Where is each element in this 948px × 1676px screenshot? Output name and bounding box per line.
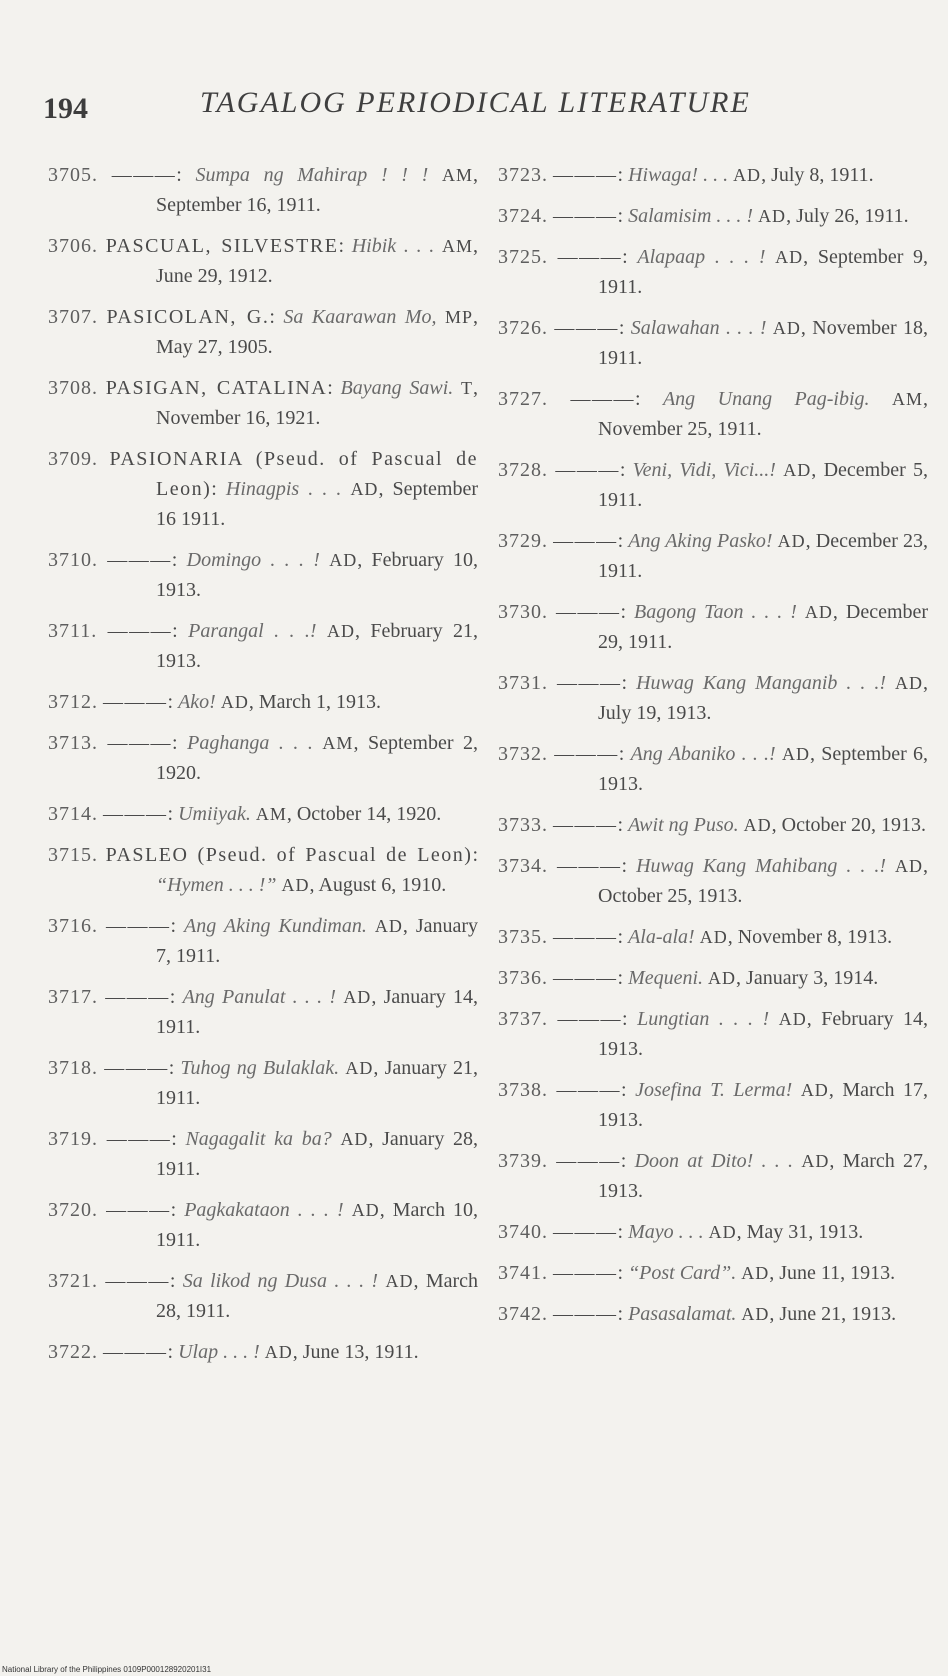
entry-number: 3724.: [498, 205, 548, 227]
entry-author: ———: [111, 164, 177, 186]
entry-author: ———: [105, 915, 171, 937]
entry-date: September 16 1911.: [156, 478, 479, 530]
entry-number: 3709.: [48, 448, 98, 470]
entry-periodical: AD: [385, 1271, 414, 1291]
entry-title: Huwag Kang Manganib . . .!: [636, 672, 887, 694]
left-column: [48, 160, 478, 1378]
entry-periodical: AD: [264, 1342, 293, 1362]
entry-number: 3728.: [498, 459, 548, 481]
entry-date: January 28, 1911.: [156, 1128, 479, 1180]
entry-date: March 28, 1911.: [156, 1270, 479, 1322]
bibliography-entry: 3724. ———: Salamisim . . . ! AD, July 26, 1911.: [498, 205, 909, 227]
entry-number: 3707.: [48, 306, 98, 328]
bibliography-entry: 3711. ———: Parangal . . .! AD, February 21, 1913.: [48, 620, 478, 672]
entry-number: 3720.: [48, 1199, 98, 1221]
entry-title: Nagagalit ka ba?: [185, 1128, 332, 1150]
bibliography-entry: 3713. ———: Paghanga . . . AM, September 2, 1920.: [48, 732, 479, 784]
bibliography-entry: 3716. ———: Ang Aking Kundiman. AD, January 7, 1911.: [48, 915, 479, 967]
entry-title: Salamisim . . . !: [628, 205, 754, 227]
entry-author: ———: [105, 1270, 170, 1292]
entry-date: December 23, 1911.: [598, 530, 929, 582]
entry-periodical: AD: [895, 673, 924, 693]
entry-periodical: AD: [895, 856, 924, 876]
entry-author: PASCUAL, SILVESTRE: [105, 235, 339, 257]
entry-date: September 16, 1911.: [156, 194, 321, 216]
entry-periodical: AD: [783, 460, 812, 480]
entry-date: July 19, 1913.: [598, 702, 712, 724]
entry-number: 3719.: [48, 1128, 98, 1150]
entry-author: ———: [103, 803, 168, 825]
entry-number: 3729.: [498, 530, 548, 552]
entry-date: March 10, 1911.: [156, 1199, 479, 1251]
bibliography-entry: 3730. ———: Bagong Taon . . . ! AD, December 29, 1911.: [498, 601, 929, 653]
entry-periodical: AD: [350, 479, 379, 499]
entry-number: 3733.: [498, 814, 548, 836]
entry-date: July 8, 1911.: [771, 164, 874, 186]
entry-author: ———: [106, 1128, 172, 1150]
bibliography-entry: 3717. ———: Ang Panulat . . . ! AD, January 14, 1911.: [48, 986, 479, 1038]
entry-title: Ala-ala!: [628, 926, 695, 948]
entry-date: October 20, 1913.: [781, 814, 927, 836]
entry-title: Alapaap . . . !: [637, 246, 766, 268]
entry-author: ———: [103, 1341, 168, 1363]
entry-number: 3713.: [48, 732, 98, 754]
entry-number: 3717.: [48, 986, 98, 1008]
entry-title: Umiiyak.: [178, 803, 251, 825]
entry-author: ———: [553, 1262, 618, 1284]
entry-date: November 18, 1911.: [598, 317, 928, 369]
entry-periodical: AM: [441, 165, 473, 185]
entry-number: 3731.: [498, 672, 548, 694]
entry-periodical: AD: [343, 987, 372, 1007]
entry-date: May 31, 1913.: [746, 1221, 864, 1243]
entry-title: Tuhog ng Bulaklak.: [180, 1057, 340, 1079]
entry-author: ———: [107, 732, 173, 754]
entry-author: ———: [553, 814, 618, 836]
entry-date: September 9, 1911.: [598, 246, 929, 298]
entry-title: Domingo . . . !: [186, 549, 320, 571]
entry-periodical: AD: [699, 927, 728, 947]
entry-number: 3711.: [48, 620, 98, 642]
entry-number: 3726.: [498, 317, 548, 339]
entry-number: 3708.: [48, 377, 98, 399]
bibliography-entry: 3740. ———: Mayo . . . AD, May 31, 1913.: [498, 1221, 864, 1243]
entry-author: ———: [553, 1303, 618, 1325]
bibliography-entry: 3709. PASIONARIA (Pseud. of Pascual de Leon): Hinagpis . . . AD, September 16 1911.: [48, 448, 479, 530]
entry-date: June 11, 1913.: [779, 1262, 896, 1284]
entry-periodical: AD: [778, 1009, 807, 1029]
entry-title: Bayang Sawi.: [340, 377, 454, 399]
entry-periodical: AD: [351, 1200, 380, 1220]
entry-title: Ang Aking Kundiman.: [184, 915, 367, 937]
bibliography-entry: 3726. ———: Salawahan . . . ! AD, November 18, 1911.: [498, 317, 928, 369]
entry-date: March 27, 1913.: [598, 1150, 929, 1202]
entry-number: 3734.: [498, 855, 548, 877]
entry-periodical: T: [461, 378, 474, 398]
entry-title: Veni, Vidi, Vici...!: [632, 459, 776, 481]
entry-date: January 3, 1914.: [746, 967, 879, 989]
entry-number: 3736.: [498, 967, 548, 989]
bibliography-entry: 3736. ———: Mequeni. AD, January 3, 1914.: [498, 967, 879, 989]
bibliography-entry: 3718. ———: Tuhog ng Bulaklak. AD, January 21, 1911.: [48, 1057, 479, 1109]
entry-title: Ang Abaniko . . .!: [630, 743, 776, 765]
bibliography-entry: 3722. ———: Ulap . . . ! AD, June 13, 1911.: [48, 1341, 419, 1363]
entry-number: 3705.: [48, 164, 98, 186]
entry-periodical: AD: [800, 1080, 829, 1100]
entry-periodical: AD: [777, 531, 806, 551]
page-number: 194: [43, 92, 88, 125]
entry-title: Ang Unang Pag-ibig.: [662, 388, 870, 410]
entry-author: ———: [107, 620, 173, 642]
entry-periodical: AD: [741, 1304, 770, 1324]
entry-number: 3710.: [48, 549, 98, 571]
entry-date: November 16, 1921.: [156, 407, 321, 429]
entry-periodical: AD: [741, 1263, 770, 1283]
entry-date: October 25, 1913.: [598, 885, 743, 907]
entry-date: November 25, 1911.: [598, 418, 762, 440]
entry-periodical: AD: [281, 875, 310, 895]
bibliography-entry: 3741. ———: “Post Card”. AD, June 11, 1913.: [498, 1262, 896, 1284]
bibliography-entry: 3733. ———: Awit ng Puso. AD, October 20, 1913.: [498, 814, 927, 836]
entry-author: ———: [555, 601, 621, 623]
entry-date: October 14, 1920.: [296, 803, 442, 825]
entry-title: Hiwaga! . . .: [628, 164, 729, 186]
entry-periodical: AD: [758, 206, 787, 226]
entry-date: January 7, 1911.: [156, 915, 479, 967]
entry-date: July 26, 1911.: [796, 205, 909, 227]
bibliography-entry: 3729. ———: Ang Aking Pasko! AD, December 23, 1911.: [498, 530, 929, 582]
entry-number: 3740.: [498, 1221, 548, 1243]
entry-date: November 8, 1913.: [737, 926, 893, 948]
entry-author: ———: [557, 672, 622, 694]
entry-number: 3721.: [48, 1270, 98, 1292]
bibliography-entry: 3712. ———: Ako! AD, March 1, 1913.: [48, 691, 382, 713]
entry-author: ———: [556, 1079, 622, 1101]
running-title: TAGALOG PERIODICAL LITERATURE: [200, 86, 751, 119]
bibliography-entry: 3738. ———: Josefina T. Lerma! AD, March 17, 1913.: [498, 1079, 929, 1131]
entry-periodical: AD: [345, 1058, 374, 1078]
entry-number: 3712.: [48, 691, 98, 713]
bibliography-entry: 3742. ———: Pasasalamat. AD, June 21, 1913.: [498, 1303, 897, 1325]
entry-author: PASIGAN, CATALINA: [105, 377, 328, 399]
bibliography-entry: 3731. ———: Huwag Kang Manganib . . .! AD, July 19, 1913.: [498, 672, 929, 724]
entry-author: ———: [557, 855, 622, 877]
entry-date: January 21, 1911.: [156, 1057, 479, 1109]
bibliography-entry: 3728. ———: Veni, Vidi, Vici...! AD, December 5, 1911.: [498, 459, 929, 511]
entry-title: Bagong Taon . . . !: [633, 601, 797, 623]
entry-number: 3725.: [498, 246, 548, 268]
entry-title: Mayo . . .: [628, 1221, 704, 1243]
entry-periodical: AD: [329, 550, 358, 570]
bibliography-entry: 3727. ———: Ang Unang Pag-ibig. AM, November 25, 1911.: [498, 388, 928, 440]
entry-periodical: AM: [322, 733, 354, 753]
entry-date: February 10, 1913.: [156, 549, 479, 601]
entry-number: 3715.: [48, 844, 98, 866]
entry-author: ———: [556, 1150, 621, 1172]
entry-author: ———: [553, 205, 618, 227]
entry-number: 3730.: [498, 601, 548, 623]
bibliography-entry: 3706. PASCUAL, SILVESTRE: Hibik . . . AM, June 29, 1912.: [48, 235, 479, 287]
bibliography-entry: 3737. ———: Lungtian . . . ! AD, February 14, 1913.: [498, 1008, 929, 1060]
entry-title: Mequeni.: [628, 967, 704, 989]
bibliography-entry: 3725. ———: Alapaap . . . ! AD, September 9, 1911.: [498, 246, 929, 298]
entry-author: PASIONARIA (Pseud. of Pascual de Leon): [109, 448, 478, 500]
entry-author: ———: [104, 1057, 169, 1079]
entry-number: 3739.: [498, 1150, 548, 1172]
entry-title: Hinagpis . . .: [225, 478, 342, 500]
entry-author: ———: [570, 388, 635, 410]
entry-author: PASICOLAN, G.: [106, 306, 270, 328]
entry-title: Huwag Kang Mahibang . . .!: [636, 855, 887, 877]
entry-number: 3732.: [498, 743, 548, 765]
bibliography-entry: 3735. ———: Ala-ala! AD, November 8, 1913.: [498, 926, 893, 948]
entry-title: Hibik . . .: [351, 235, 435, 257]
entry-number: 3714.: [48, 803, 98, 825]
entry-title: Sa likod ng Dusa . . . !: [182, 1270, 379, 1292]
entry-periodical: AD: [775, 247, 804, 267]
bibliography-entry: 3707. PASICOLAN, G.: Sa Kaarawan Mo, MP, May 27, 1905.: [48, 306, 479, 358]
entry-periodical: AD: [220, 692, 249, 712]
entry-number: 3722.: [48, 1341, 98, 1363]
entry-author: ———: [554, 743, 619, 765]
entry-author: ———: [553, 164, 618, 186]
entry-number: 3727.: [498, 388, 548, 410]
entry-periodical: AD: [374, 916, 403, 936]
entry-number: 3716.: [48, 915, 98, 937]
scan-footer-note: National Library of the Philippines 0109P000128920201I31: [2, 1665, 212, 1674]
entry-author: ———: [553, 967, 618, 989]
entry-author: ———: [103, 691, 168, 713]
entry-date: June 13, 1911.: [302, 1341, 419, 1363]
bibliography-entry: 3734. ———: Huwag Kang Mahibang . . .! AD, October 25, 1913.: [498, 855, 929, 907]
entry-date: May 27, 1905.: [156, 336, 273, 358]
entry-title: Ako!: [178, 691, 216, 713]
entry-author: ———: [555, 459, 620, 481]
entry-title: Ang Panulat . . . !: [182, 986, 337, 1008]
bibliography-entry: 3705. ———: Sumpa ng Mahirap ! ! ! AM, September 16, 1911.: [48, 164, 478, 216]
entry-title: Salawahan . . . !: [630, 317, 767, 339]
entry-title: “Post Card”.: [628, 1262, 737, 1284]
bibliography-entry: 3719. ———: Nagagalit ka ba? AD, January 28, 1911.: [48, 1128, 479, 1180]
bibliography-entry: 3721. ———: Sa likod ng Dusa . . . ! AD, March 28, 1911.: [48, 1270, 479, 1322]
entry-title: Lungtian . . . !: [637, 1008, 770, 1030]
entry-periodical: MP: [445, 307, 474, 327]
entry-title: Josefina T. Lerma!: [635, 1079, 793, 1101]
bibliography-entry: 3708. PASIGAN, CATALINA: Bayang Sawi. T, November 16, 1921.: [48, 377, 479, 429]
entry-date: March 1, 1913.: [258, 691, 382, 713]
entry-title: Doon at Dito! . . .: [634, 1150, 794, 1172]
entry-number: 3735.: [498, 926, 548, 948]
bibliography-entry: 3720. ———: Pagkakataon . . . ! AD, March 10, 1911.: [48, 1199, 479, 1251]
bibliography-entry: 3715. PASLEO (Pseud. of Pascual de Leon): “Hymen . . . !” AD, August 6, 1910.: [48, 844, 479, 896]
entry-periodical: AD: [772, 318, 801, 338]
entry-periodical: AD: [801, 1151, 830, 1171]
entry-author: ———: [107, 549, 172, 571]
bibliography-entry: 3710. ———: Domingo . . . ! AD, February 10, 1913.: [48, 549, 479, 601]
entry-date: June 21, 1913.: [779, 1303, 897, 1325]
entry-title: Awit ng Puso.: [628, 814, 739, 836]
entry-date: August 6, 1910.: [318, 874, 447, 896]
entry-periodical: AD: [326, 621, 355, 641]
entry-title: Ulap . . . !: [178, 1341, 260, 1363]
entry-date: February 14, 1913.: [598, 1008, 929, 1060]
entry-date: February 21, 1913.: [156, 620, 478, 672]
entry-periodical: AD: [708, 1222, 737, 1242]
entry-number: 3741.: [498, 1262, 548, 1284]
entry-number: 3737.: [498, 1008, 548, 1030]
entry-periodical: AM: [891, 389, 923, 409]
entry-periodical: AD: [733, 165, 762, 185]
entry-number: 3718.: [48, 1057, 98, 1079]
entry-date: December 5, 1911.: [598, 459, 929, 511]
entry-title: Paghanga . . .: [187, 732, 313, 754]
entry-author: PASLEO (Pseud. of Pascual de Leon): [105, 844, 473, 866]
entry-title: “Hymen . . . !”: [156, 874, 277, 896]
entry-date: December 29, 1911.: [598, 601, 929, 653]
entry-date: March 17, 1913.: [598, 1079, 929, 1131]
entry-periodical: AD: [781, 744, 810, 764]
entry-periodical: AD: [743, 815, 772, 835]
entry-author: ———: [553, 926, 618, 948]
entry-author: ———: [554, 317, 619, 339]
entry-date: September 2, 1920.: [156, 732, 479, 784]
entry-number: 3738.: [498, 1079, 548, 1101]
entry-date: January 14, 1911.: [156, 986, 479, 1038]
entry-title: Sumpa ng Mahirap ! ! !: [195, 164, 429, 186]
entry-author: ———: [553, 1221, 618, 1243]
entry-periodical: AD: [804, 602, 833, 622]
entry-author: ———: [105, 986, 170, 1008]
entry-periodical: AD: [340, 1129, 369, 1149]
entry-date: September 6, 1913.: [598, 743, 929, 795]
entry-title: Pasasalamat.: [628, 1303, 737, 1325]
entry-title: Ang Aking Pasko!: [628, 530, 773, 552]
entry-title: Sa Kaarawan Mo,: [283, 306, 437, 328]
entry-author: ———: [557, 1008, 623, 1030]
entry-number: 3742.: [498, 1303, 548, 1325]
bibliography-entry: 3739. ———: Doon at Dito! . . . AD, March 27, 1913.: [498, 1150, 929, 1202]
entry-author: ———: [553, 530, 618, 552]
entry-author: ———: [557, 246, 623, 268]
entry-number: 3723.: [498, 164, 548, 186]
entry-author: ———: [106, 1199, 171, 1221]
entry-title: Pagkakataon . . . !: [184, 1199, 344, 1221]
entry-title: Parangal . . .!: [188, 620, 317, 642]
entry-date: June 29, 1912.: [156, 265, 273, 287]
bibliography-entry: 3714. ———: Umiiyak. AM, October 14, 1920.: [48, 803, 442, 825]
entry-periodical: AD: [708, 968, 737, 988]
entry-number: 3706.: [48, 235, 98, 257]
bibliography-entry: 3723. ———: Hiwaga! . . . AD, July 8, 1911.: [498, 164, 874, 186]
right-column: [498, 160, 928, 1340]
entry-periodical: AM: [442, 236, 474, 256]
entry-periodical: AM: [255, 804, 287, 824]
bibliography-entry: 3732. ———: Ang Abaniko . . .! AD, September 6, 1913.: [498, 743, 929, 795]
